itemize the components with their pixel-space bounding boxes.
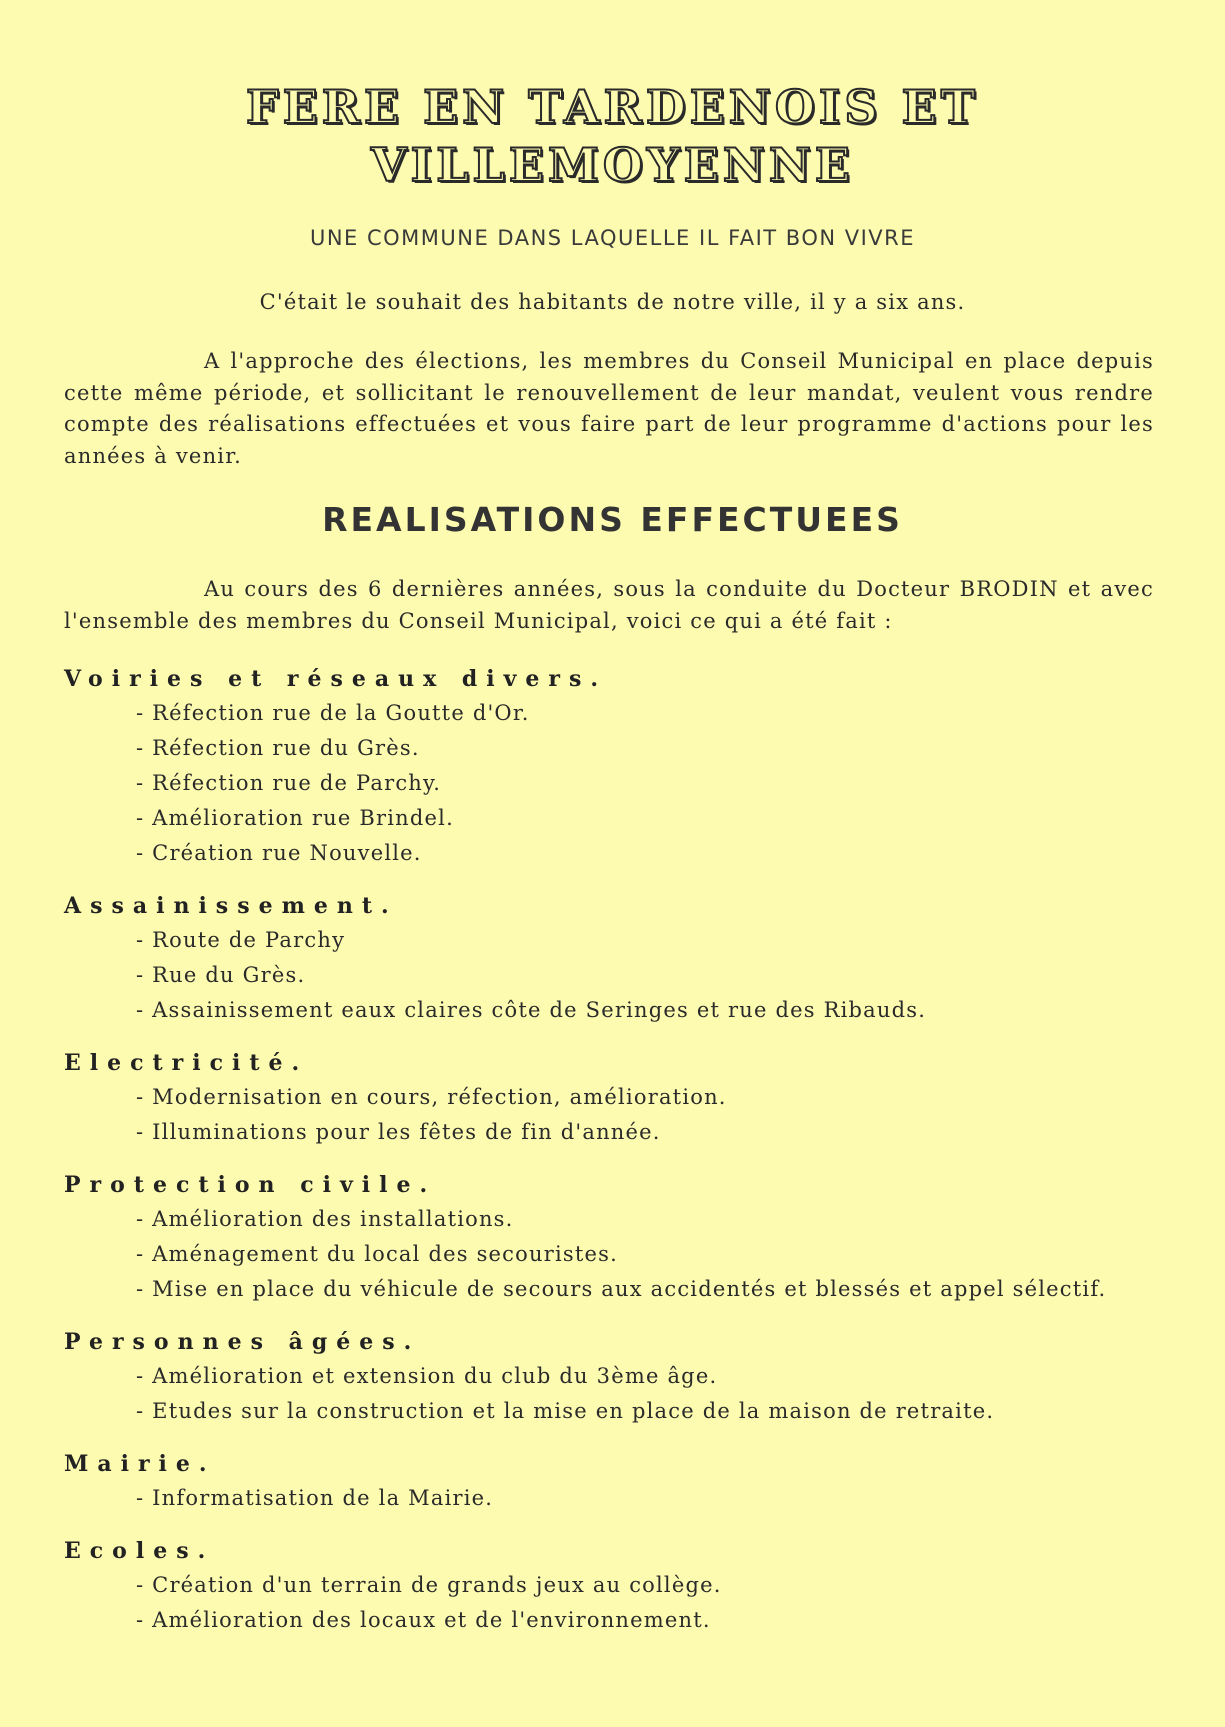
list-item: - Modernisation en cours, réfection, amélioration.	[136, 1085, 727, 1109]
list-item: - Création d'un terrain de grands jeux au collège.	[136, 1573, 722, 1597]
list-item: - Aménagement du local des secouristes.	[136, 1242, 618, 1266]
category-title: Assainissement.	[64, 893, 398, 919]
category-protection-civile	[64, 1168, 1164, 1307]
list-item: - Mise en place du véhicule de secours aux accidentés et blessés et appel sélectif.	[136, 1277, 1107, 1301]
category-ecoles	[64, 1534, 1164, 1638]
list-item: - Réfection rue du Grès.	[136, 736, 420, 760]
category-title: Protection civile.	[64, 1172, 437, 1198]
category-mairie	[64, 1447, 1164, 1516]
list-item: - Assainissement eaux claires côte de Seringes et rue des Ribauds.	[136, 998, 927, 1022]
categories-list	[64, 662, 1164, 1638]
category-title: Mairie.	[64, 1451, 216, 1477]
intro-paragraph	[64, 346, 1154, 472]
list-item: - Informatisation de la Mairie.	[136, 1486, 494, 1510]
list-item: - Amélioration et extension du club du 3ème âge.	[136, 1364, 718, 1388]
list-item: - Amélioration des locaux et de l'environnement.	[136, 1608, 711, 1632]
category-title: Voiries et réseaux divers.	[64, 666, 608, 692]
list-item: - Rue du Grès.	[136, 963, 306, 987]
list-item: - Illuminations pour les fêtes de fin d'année.	[136, 1120, 661, 1144]
list-item: - Etudes sur la construction et la mise en place de la maison de retraite.	[136, 1399, 995, 1423]
list-item: - Route de Parchy	[136, 928, 346, 952]
category-assainissement	[64, 889, 1164, 1028]
list-item: - Réfection rue de la Goutte d'Or.	[136, 701, 530, 725]
category-voiries	[64, 662, 1164, 871]
category-title: Personnes âgées.	[64, 1329, 421, 1355]
intro-line: C'était le souhait des habitants de notre ville, il y a six ans.	[259, 290, 966, 314]
title-line-2: VILLEMOYENNE	[370, 138, 854, 192]
category-electricite	[64, 1046, 1164, 1150]
page-title	[0, 78, 1225, 194]
category-title: Electricité.	[64, 1050, 309, 1076]
list-item: - Réfection rue de Parchy.	[136, 771, 442, 795]
intro-paragraph-text: A l'approche des élections, les membres du Conseil Municipal en place depuis cette même période, et sollicitant le renouvellement de leur mandat, veulent vous rendre compte des réalisations effectuées et vous faire part de leur programme d'actions pour les années à venir.	[64, 349, 1154, 468]
subtitle: UNE COMMUNE DANS LAQUELLE IL FAIT BON VIVRE	[309, 226, 916, 250]
category-personnes-agees	[64, 1325, 1164, 1429]
list-item: - Amélioration rue Brindel.	[136, 806, 454, 830]
section-intro	[64, 574, 1154, 637]
category-title: Ecoles.	[64, 1538, 215, 1564]
section-intro-text: Au cours des 6 dernières années, sous la conduite du Docteur BRODIN et avec l'ensemble des membres du Conseil Municipal, voici ce qui a été fait :	[64, 577, 1154, 633]
list-item: - Amélioration des installations.	[136, 1207, 514, 1231]
list-item: - Création rue Nouvelle.	[136, 841, 422, 865]
section-title: REALISATIONS EFFECTUEES	[322, 500, 903, 539]
title-line-1: FERE EN TARDENOIS ET	[246, 80, 979, 134]
